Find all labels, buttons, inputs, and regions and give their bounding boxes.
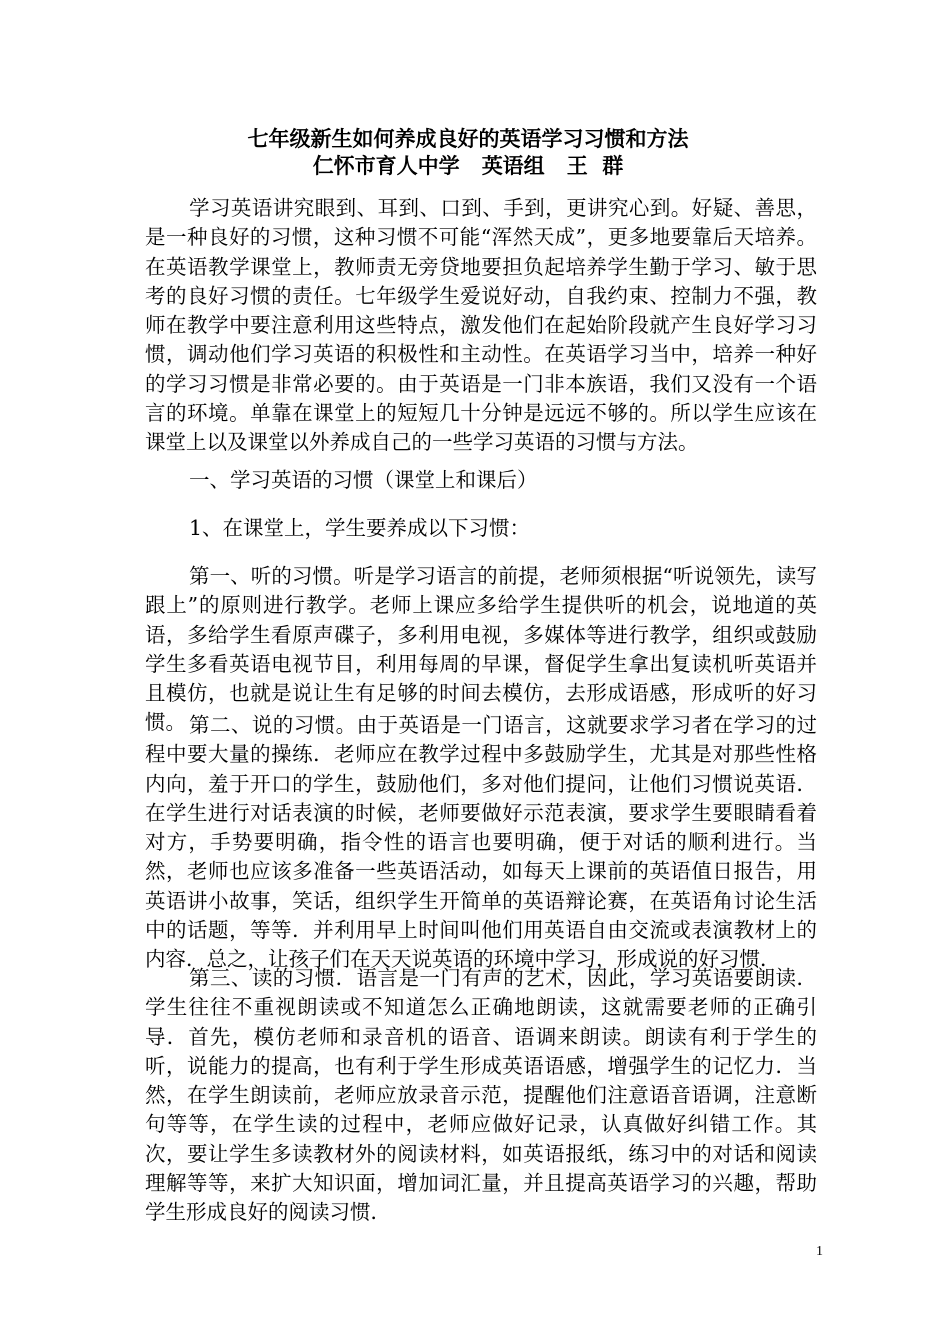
byline-school: 仁怀市育人中学 bbox=[312, 153, 460, 178]
page-number: 1 bbox=[816, 1244, 823, 1259]
byline-group: 英语组 bbox=[481, 153, 545, 178]
paragraph-listening: 第一、听的习惯。听是学习语言的前提，老师须根据“听说领先，读写跟上”的原则进行教学。老师上课应多给学生提供听的机会，说地道的英语，多给学生看原声碟子，多利用电视，多媒体等进行教学，组织或鼓励学生多看英语电视节目，利用每周的早课，督促学生拿出复读机听英语并且模仿，也就是说让生有足够的时间去模仿，去形成语感，形成听的好习惯。 bbox=[145, 564, 817, 735]
document-byline bbox=[118, 151, 818, 181]
section-heading: 一、学习英语的习惯（课堂上和课后） bbox=[189, 468, 538, 492]
subsection-heading: 1、在课堂上，学生要养成以下习惯： bbox=[189, 516, 531, 540]
document-title: 七年级新生如何养成良好的英语学习习惯和方法 bbox=[247, 126, 689, 151]
paragraph-reading: 第三、读的习惯．语言是一门有声的艺术，因此，学习英语要朗读．学生往往不重视朗读或不知道怎么正确地朗读，这就需要老师的正确引导．首先，模仿老师和录音机的语音、语调来朗读。朗读有利于学生的听，说能力的提高，也有利于学生形成英语语感，增强学生的记忆力．当然，在学生朗读前，老师应放录音示范，提醒他们注意语音语调，注意断句等等，在学生读的过程中，老师应做好记录，认真做好纠错工作。其次，要让学生多读教材外的阅读材料，如英语报纸，练习中的对话和阅读理解等等，来扩大知识面，增加词汇量，并且提高英语学习的兴趣，帮助学生形成良好的阅读习惯． bbox=[145, 966, 817, 1225]
paragraph-intro: 学习英语讲究眼到、耳到、口到、手到，更讲究心到。好疑、善思，是一种良好的习惯，这种习惯不可能“浑然天成”，更多地要靠后天培养。在英语教学课堂上，教师责无旁贷地要担负起培养学生勤于学习、敏于思考的良好习惯的责任。七年级学生爱说好动，自我约束、控制力不强，教师在教学中要注意利用这些特点，激发他们在起始阶段就产生良好学习习惯，调动他们学习英语的积极性和主动性。在英语学习当中，培养一种好的学习习惯是非常必要的。由于英语是一门非本族语，我们又没有一个语言的环境。单靠在课堂上的短短几十分钟是远远不够的。所以学生应该在课堂上以及课堂以外养成自己的一些学习英语的习惯与方法。 bbox=[145, 196, 817, 455]
byline-author: 王 群 bbox=[566, 153, 624, 178]
paragraph-speaking: 第二、说的习惯。由于英语是一门语言，这就要求学习者在学习的过程中要大量的操练．老师应在教学过程中多鼓励学生，尤其是对那些性格内向，羞于开口的学生，鼓励他们，多对他们提问，让他们习惯说英语．在学生进行对话表演的时候，老师要做好示范表演，要求学生要眼睛看着对方，手势要明确，指令性的语言也要明确，便于对话的顺利进行。当然，老师也应该多准备一些英语活动，如每天上课前的英语值日报告，用英语讲小故事，笑话，组织学生开简单的英语辩论赛，在英语角讨论生活中的话题，等等．并利用早上时间叫他们用英语自由交流或表演教材上的内容．总之，让孩子们在天天说英语的环境中学习，形成说的好习惯． bbox=[145, 713, 817, 972]
